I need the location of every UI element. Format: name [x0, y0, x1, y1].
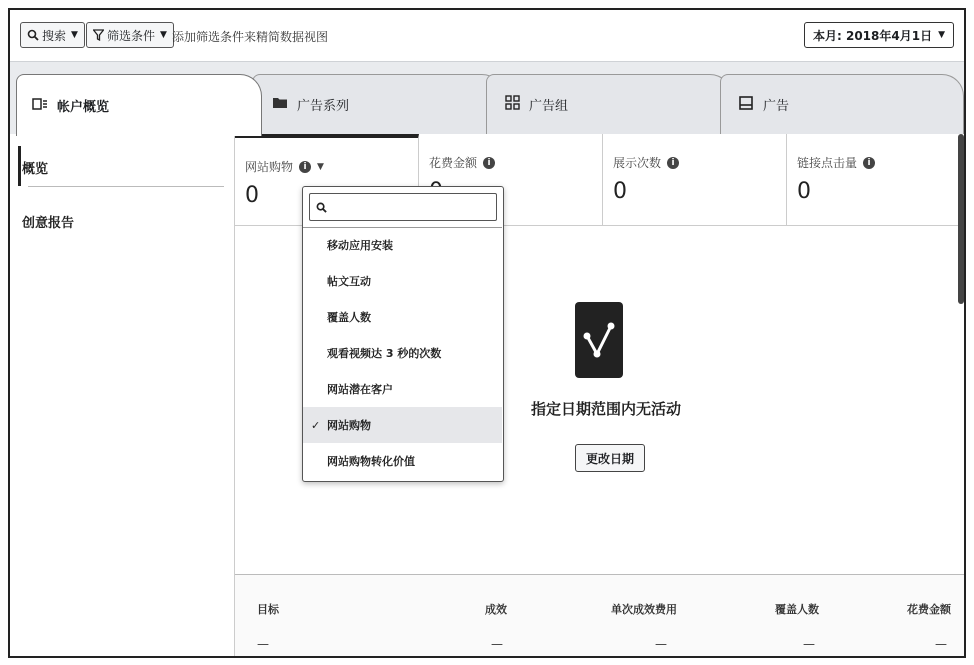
- dropdown-option-label: 网站潜在客户: [327, 383, 393, 396]
- folder-icon: [271, 96, 289, 113]
- dropdown-option-label: 覆盖人数: [327, 311, 371, 324]
- column-header[interactable]: 覆盖人数: [775, 603, 819, 616]
- sidebar-divider: [28, 186, 224, 187]
- column-header[interactable]: 单次成效费用: [611, 603, 677, 616]
- metric-value: 0: [613, 179, 627, 204]
- filter-hint: 添加筛选条件来精简数据视图: [172, 30, 329, 44]
- checkmark-icon: ✓: [311, 418, 321, 432]
- sidebar: [10, 134, 234, 658]
- dropdown-option-label: 网站购物转化价值: [327, 455, 415, 468]
- sidebar-item-overview[interactable]: 概览: [22, 162, 49, 177]
- metric-value: 0: [797, 179, 811, 204]
- dropdown-option-selected[interactable]: [303, 407, 502, 443]
- app-window: [8, 8, 966, 658]
- dropdown-option-label: 网站购物: [327, 419, 371, 432]
- chevron-down-icon: ▼: [71, 30, 78, 40]
- search-button-label: 搜索: [42, 28, 67, 43]
- tab-label: 帐户概览: [57, 100, 110, 115]
- tab-label: 广告组: [529, 99, 569, 114]
- metric-label: 链接点击量: [797, 156, 858, 170]
- metric-link-clicks[interactable]: [787, 134, 965, 226]
- dropdown-option-label: 移动应用安装: [327, 239, 393, 252]
- ad-icon: [737, 96, 755, 114]
- search-icon: [316, 202, 327, 213]
- tab-account-overview[interactable]: [16, 74, 262, 136]
- tab-label: 广告: [763, 99, 790, 114]
- chart-empty-icon: [575, 302, 623, 378]
- table-cell: —: [935, 637, 947, 651]
- column-header[interactable]: 成效: [485, 603, 507, 616]
- info-icon: i: [299, 161, 311, 173]
- tab-ad-sets[interactable]: [486, 74, 732, 134]
- filter-button-label: 筛选条件: [107, 28, 156, 43]
- chevron-down-icon: ▼: [160, 30, 167, 40]
- dropdown-option[interactable]: [303, 263, 502, 299]
- dropdown-option-label: 观看视频达 3 秒的次数: [327, 347, 442, 360]
- metric-value: 0: [245, 183, 259, 208]
- table-cell: —: [491, 637, 503, 651]
- results-table: [235, 574, 965, 658]
- dropdown-option[interactable]: [303, 443, 502, 479]
- search-icon: [27, 29, 39, 41]
- column-header[interactable]: 目标: [257, 603, 279, 616]
- chevron-down-icon: ▼: [938, 30, 945, 40]
- account-overview-icon: [31, 98, 49, 114]
- tab-ads[interactable]: [720, 74, 964, 134]
- level-tabs: [10, 62, 964, 134]
- filter-icon: [93, 29, 104, 41]
- metric-label: 花费金额: [429, 156, 478, 170]
- filter-button[interactable]: [86, 22, 174, 48]
- tab-label: 广告系列: [297, 99, 350, 114]
- metric-label: 网站购物: [245, 160, 294, 174]
- search-button[interactable]: [20, 22, 85, 48]
- info-icon: i: [483, 157, 495, 169]
- empty-state-message: 指定日期范围内无活动: [531, 400, 682, 418]
- dropdown-option[interactable]: [303, 371, 502, 407]
- vertical-scrollbar[interactable]: [958, 134, 964, 304]
- dropdown-search-field[interactable]: [309, 193, 497, 221]
- info-icon: i: [863, 157, 875, 169]
- chevron-down-icon[interactable]: ▼: [317, 161, 324, 172]
- dropdown-option[interactable]: [303, 299, 502, 335]
- column-header[interactable]: 花费金额: [907, 603, 951, 616]
- table-cell: —: [655, 637, 667, 651]
- date-range-label: 本月: 2018年4月1日: [813, 28, 933, 43]
- grid-icon: [503, 95, 521, 114]
- table-cell: —: [803, 637, 815, 651]
- info-icon: i: [667, 157, 679, 169]
- dropdown-option[interactable]: [303, 335, 502, 371]
- metric-dropdown: [302, 186, 504, 482]
- sidebar-item-creative-report[interactable]: 创意报告: [22, 216, 75, 231]
- filter-bar: [10, 10, 964, 62]
- sidebar-active-indicator: [18, 146, 21, 186]
- tab-campaigns[interactable]: [252, 74, 504, 134]
- change-date-button[interactable]: 更改日期: [575, 444, 645, 472]
- date-range-picker[interactable]: [804, 22, 954, 48]
- metric-impressions[interactable]: [603, 134, 787, 226]
- table-cell: —: [257, 637, 269, 651]
- metric-label: 展示次数: [613, 156, 662, 170]
- dropdown-option-label: 帖文互动: [327, 275, 371, 288]
- dropdown-option[interactable]: [303, 227, 502, 263]
